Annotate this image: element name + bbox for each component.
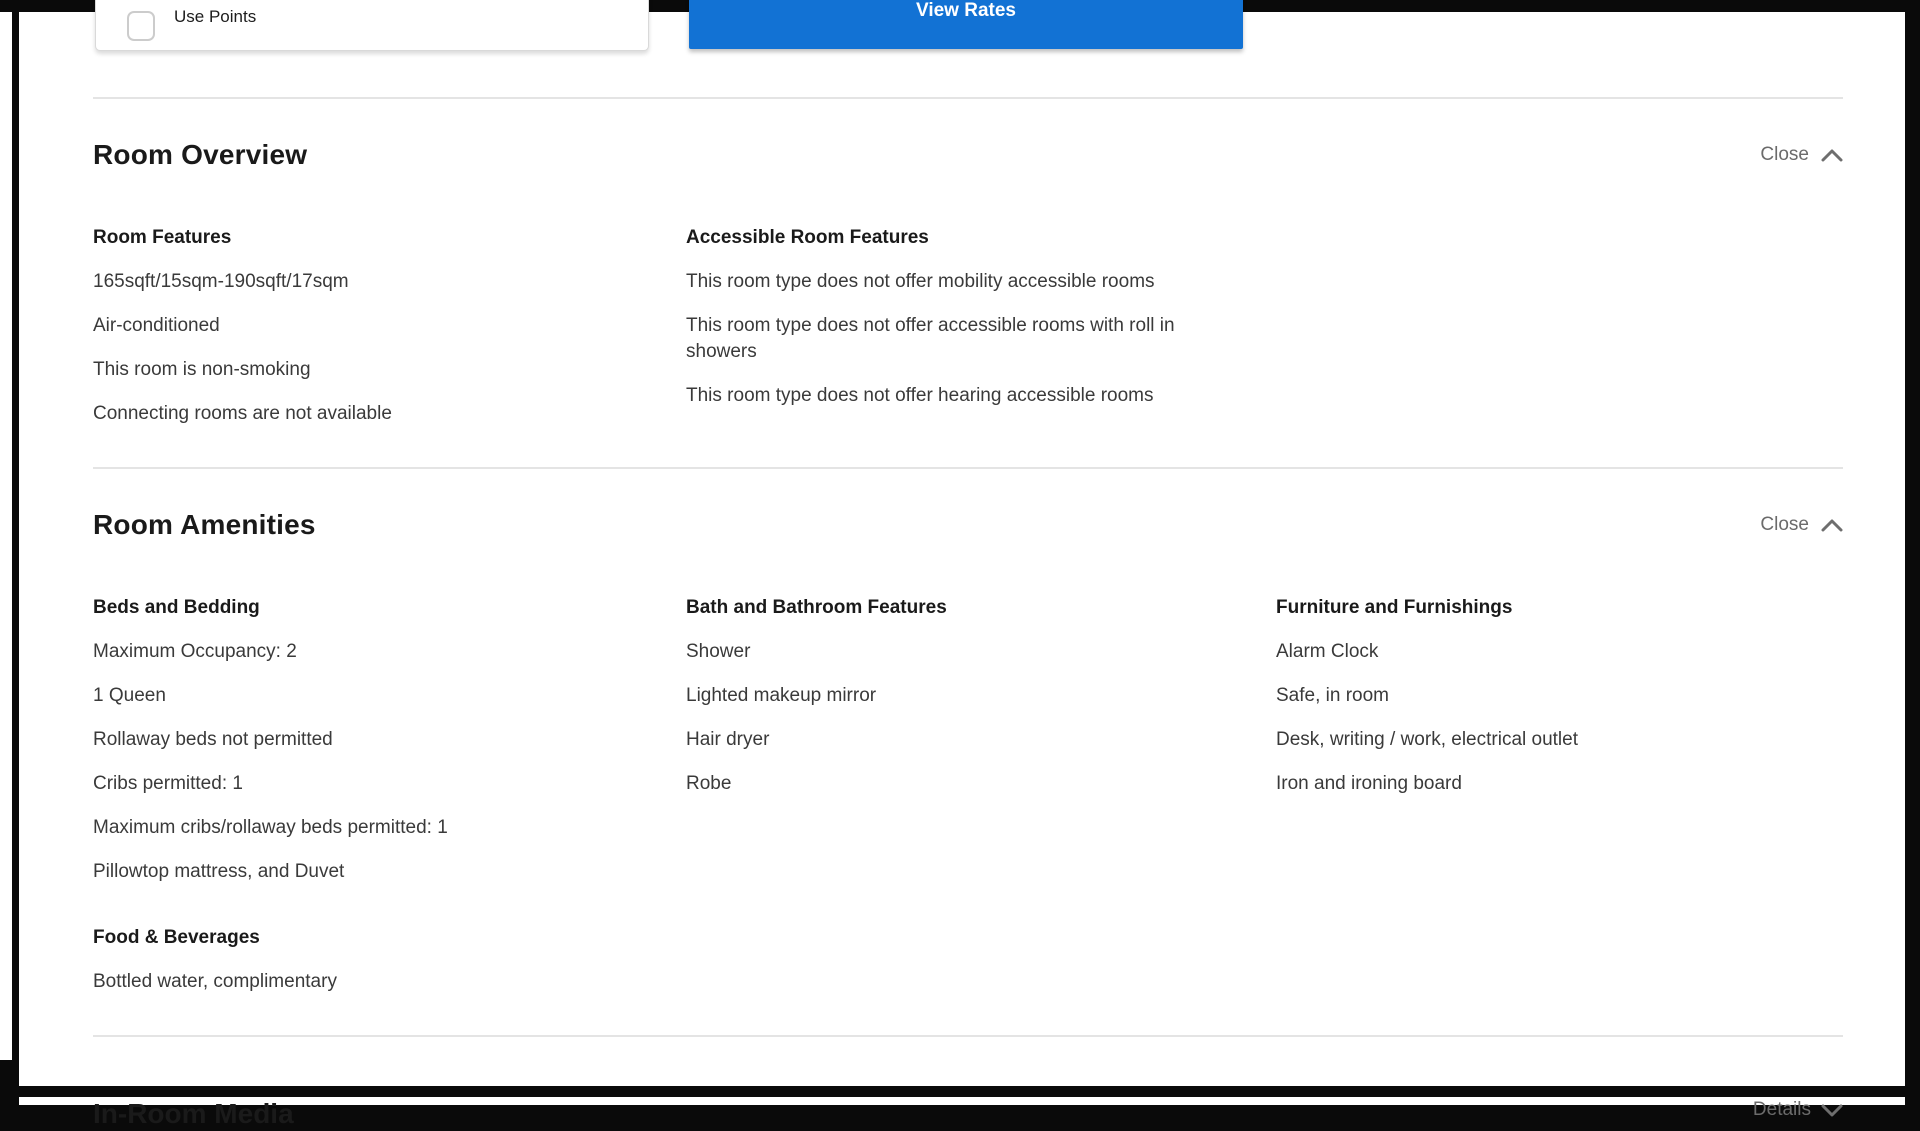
- in-room-media-title: In-Room Media: [93, 1098, 294, 1129]
- room-overview-section: [93, 99, 1843, 467]
- list-item: 1 Queen: [93, 685, 166, 706]
- furniture-column: [1276, 595, 1843, 903]
- list-item: This room is non-smoking: [93, 359, 311, 380]
- list-item: Safe, in room: [1276, 685, 1389, 706]
- page-background-strip: [0, 12, 12, 1060]
- beds-and-bedding-column: [93, 595, 686, 903]
- list-item: Air-conditioned: [93, 315, 220, 336]
- list-item: Alarm Clock: [1276, 641, 1379, 662]
- list-item: This room type does not offer mobility accessible rooms: [686, 271, 1155, 292]
- list-item: Rollaway beds not permitted: [93, 729, 333, 750]
- list-item: Pillowtop mattress, and Duvet: [93, 861, 345, 882]
- use-points-card: [95, 0, 649, 51]
- accessible-room-features-column: [686, 225, 1843, 445]
- close-label: Close: [1760, 144, 1809, 165]
- room-features-heading: Room Features: [93, 227, 232, 248]
- room-overview-title: Room Overview: [93, 139, 308, 170]
- next-section-peek: [19, 1097, 1905, 1129]
- list-item: Lighted makeup mirror: [686, 685, 877, 706]
- room-amenities-section: [93, 469, 1843, 1035]
- list-item: Cribs permitted: 1: [93, 773, 243, 794]
- view-rates-button[interactable]: View Rates: [689, 0, 1243, 49]
- list-item: 165sqft/15sqm-190sqft/17sqm: [93, 271, 349, 292]
- list-item: Maximum cribs/rollaway beds permitted: 1: [93, 817, 448, 838]
- room-features-column: [93, 225, 686, 445]
- list-item: Shower: [686, 641, 751, 662]
- list-item: Robe: [686, 773, 732, 794]
- rate-selection-row: [93, 0, 1843, 97]
- list-item: This room type does not offer hearing accessible rooms: [686, 385, 1154, 406]
- list-item: Desk, writing / work, electrical outlet: [1276, 729, 1578, 750]
- list-item: Hair dryer: [686, 729, 770, 750]
- bath-features-heading: Bath and Bathroom Features: [686, 597, 947, 618]
- room-overview-close-button[interactable]: [1760, 144, 1843, 166]
- room-amenities-close-button[interactable]: [1760, 514, 1843, 536]
- chevron-up-icon: [1821, 519, 1843, 532]
- use-points-label: Use Points: [174, 7, 257, 26]
- list-item: Connecting rooms are not available: [93, 403, 392, 424]
- bath-features-column: [686, 595, 1276, 903]
- section-divider: [93, 1035, 1843, 1037]
- list-item: Maximum Occupancy: 2: [93, 641, 297, 662]
- room-details-panel: [19, 0, 1905, 1086]
- accessible-room-features-heading: Accessible Room Features: [686, 227, 929, 248]
- use-points-checkbox[interactable]: [127, 11, 155, 41]
- room-amenities-title: Room Amenities: [93, 509, 316, 540]
- chevron-up-icon: [1821, 149, 1843, 162]
- details-label: Details: [1752, 1099, 1811, 1120]
- close-label: Close: [1760, 514, 1809, 535]
- list-item: Iron and ironing board: [1276, 773, 1462, 794]
- list-item: Bottled water, complimentary: [93, 971, 337, 992]
- list-item: This room type does not offer accessible rooms with roll in showers: [686, 315, 1175, 362]
- food-and-beverages-column: [93, 925, 1843, 995]
- furniture-heading: Furniture and Furnishings: [1276, 597, 1513, 618]
- beds-and-bedding-heading: Beds and Bedding: [93, 597, 260, 618]
- chevron-down-icon: [1821, 1104, 1843, 1117]
- food-and-beverages-heading: Food & Beverages: [93, 927, 260, 948]
- in-room-media-details-button[interactable]: [1753, 1099, 1843, 1121]
